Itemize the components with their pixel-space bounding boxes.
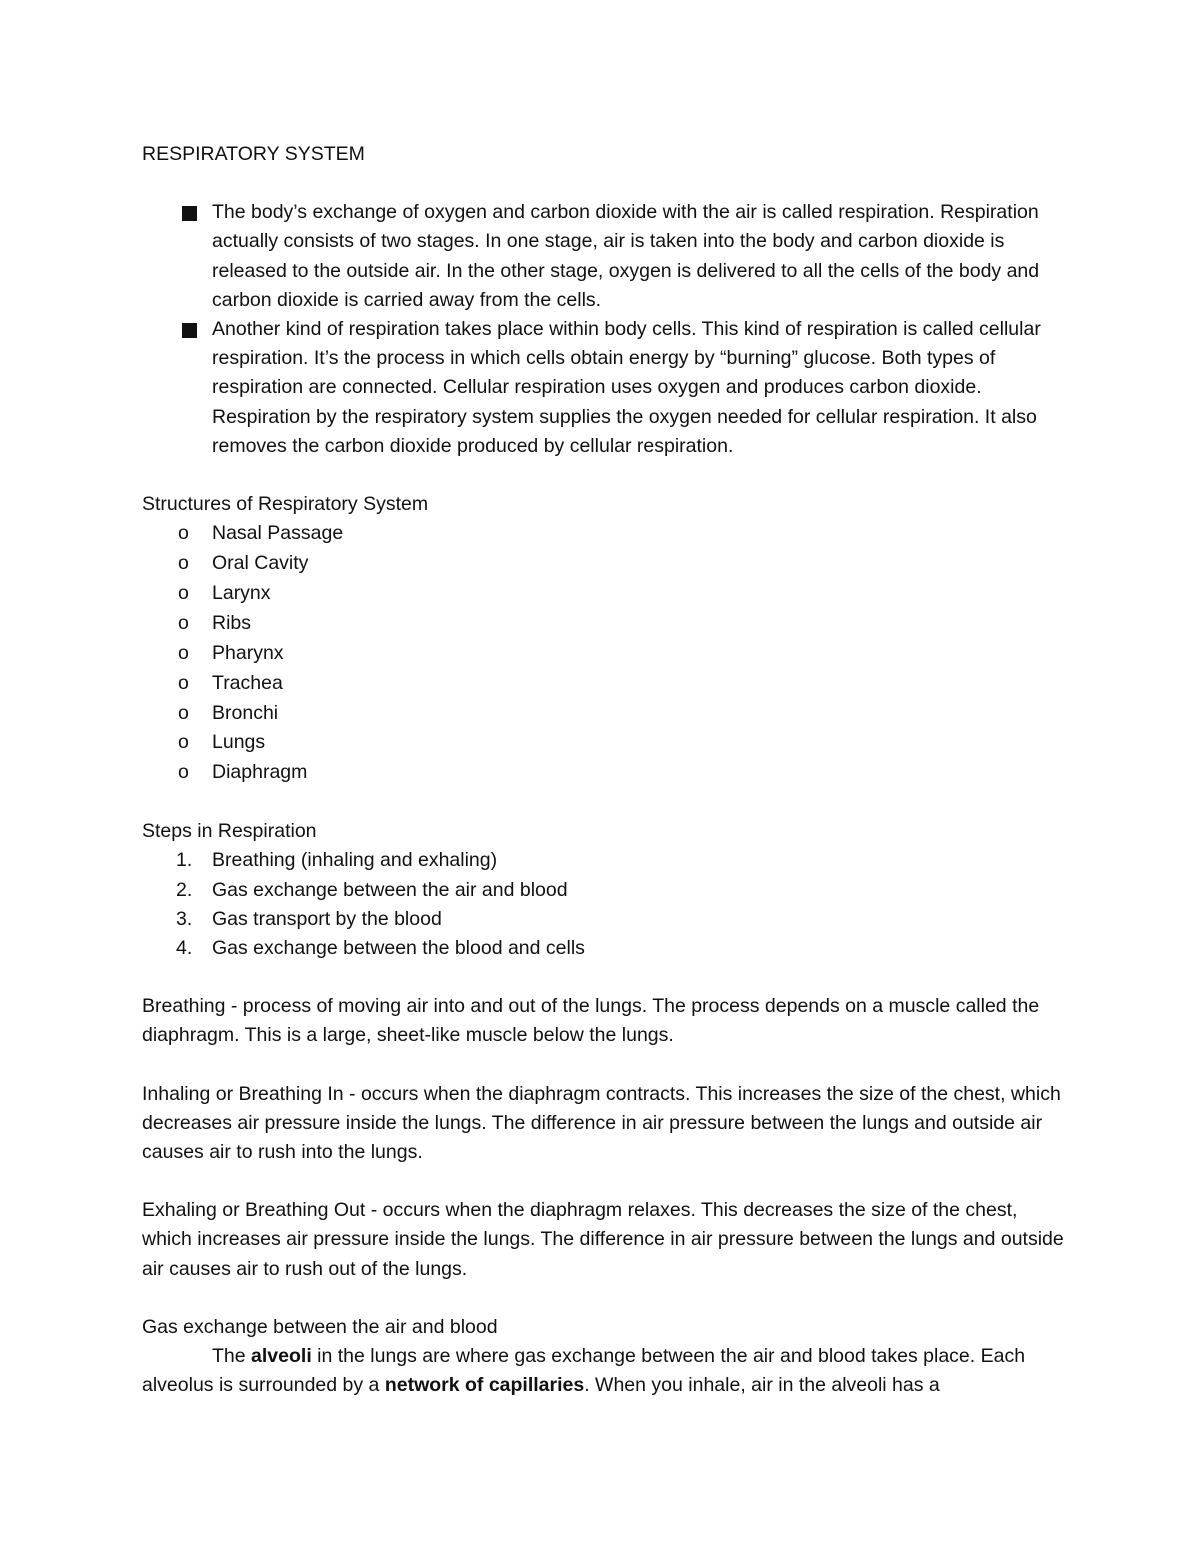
list-item [142,846,1072,875]
circle-bullet-icon: o [178,522,189,545]
list-item [142,699,1072,729]
document-page [142,140,1072,1401]
gas-exchange-bold-alveoli: alveoli [251,1345,312,1368]
gas-exchange-text-1: The [212,1345,252,1368]
step-text: Gas transport by the blood [212,907,442,930]
structure-name: Ribs [212,611,252,634]
list-item [142,609,1072,639]
circle-bullet-icon: o [178,761,189,784]
circle-bullet-icon: o [178,552,189,575]
list-item [142,639,1072,669]
gas-exchange-text-2: in the lungs are where gas exchange between the air and blood takes place. Each alveolus is surrounded by a [142,1345,1026,1397]
square-bullet-icon [182,206,197,221]
structures-list [142,519,1072,788]
intro-list [142,198,1072,461]
circle-bullet-icon: o [178,731,189,754]
exhaling-paragraph: Exhaling or Breathing Out - occurs when the diaphragm relaxes. This decreases the size of the chest, which increases air pressure inside the lungs. The difference in air pressure between the lungs and outside air causes air to rush out of the lungs. [142,1199,1064,1280]
step-number: 1. [176,849,193,872]
structure-name: Oral Cavity [212,552,309,575]
list-item [142,579,1072,609]
steps-list [142,846,1072,963]
list-item [142,728,1072,758]
list-item [142,519,1072,549]
structure-name: Diaphragm [212,761,308,784]
circle-bullet-icon: o [178,671,189,694]
list-item [142,905,1072,934]
list-item [142,758,1072,788]
gas-exchange-bold-capillaries: network of capillaries [384,1374,585,1397]
structures-heading: Structures of Respiratory System [142,493,429,516]
list-item [142,934,1072,963]
intro-item [142,198,1072,315]
gas-exchange-heading: Gas exchange between the air and blood [142,1315,498,1338]
list-item [142,669,1072,699]
circle-bullet-icon: o [178,582,189,605]
steps-heading: Steps in Respiration [142,820,317,843]
step-number: 3. [176,907,193,930]
gas-exchange-paragraph [142,1342,1072,1400]
circle-bullet-icon: o [178,641,189,664]
square-bullet-icon [182,323,197,338]
list-item [142,549,1072,579]
structure-name: Trachea [212,671,283,694]
inhaling-paragraph: Inhaling or Breathing In - occurs when the diaphragm contracts. This increases the size of the chest, which decreases air pressure inside the lungs. The difference in air pressure between the lungs and outside air causes air to rush into the lungs. [142,1082,1061,1164]
circle-bullet-icon: o [178,701,189,724]
step-text: Breathing (inhaling and exhaling) [212,849,498,872]
intro-item [142,315,1072,461]
structure-name: Larynx [212,582,271,605]
intro-item-text: The body’s exchange of oxygen and carbon dioxide with the air is called respiration. Respiration actually consists of two stages. In one stage, air is taken into the body and carbon dioxide is released to the outside air. In the other stage, oxygen is delivered to all the cells of the body and carbon dioxide is carried away from the cells. [212,201,1040,311]
circle-bullet-icon: o [178,611,189,634]
structure-name: Nasal Passage [212,522,344,545]
intro-item-text: Another kind of respiration takes place within body cells. This kind of respiration is called cellular respiration. It’s the process in which cells obtain energy by “burning” glucose. Both types of respiration are connected. Cellular respiration uses oxygen and produces carbon dioxide. Respiration by the respiratory system supplies the oxygen needed for cellular respiration. It also removes the carbon dioxide produced by cellular respiration. [212,318,1041,457]
gas-exchange-text-3: . When you inhale, air in the alveoli has a [584,1374,940,1397]
step-number: 2. [176,878,193,901]
structure-name: Bronchi [212,701,279,724]
structure-name: Lungs [212,731,266,754]
step-text: Gas exchange between the air and blood [212,878,568,901]
step-text: Gas exchange between the blood and cells [212,937,585,960]
breathing-paragraph: Breathing - process of moving air into and out of the lungs. The process depends on a muscle called the diaphragm. This is a large, sheet-like muscle below the lungs. [142,995,1040,1047]
step-number: 4. [176,937,193,960]
list-item [142,876,1072,905]
structure-name: Pharynx [212,641,284,664]
document-title: RESPIRATORY SYSTEM [142,143,365,165]
